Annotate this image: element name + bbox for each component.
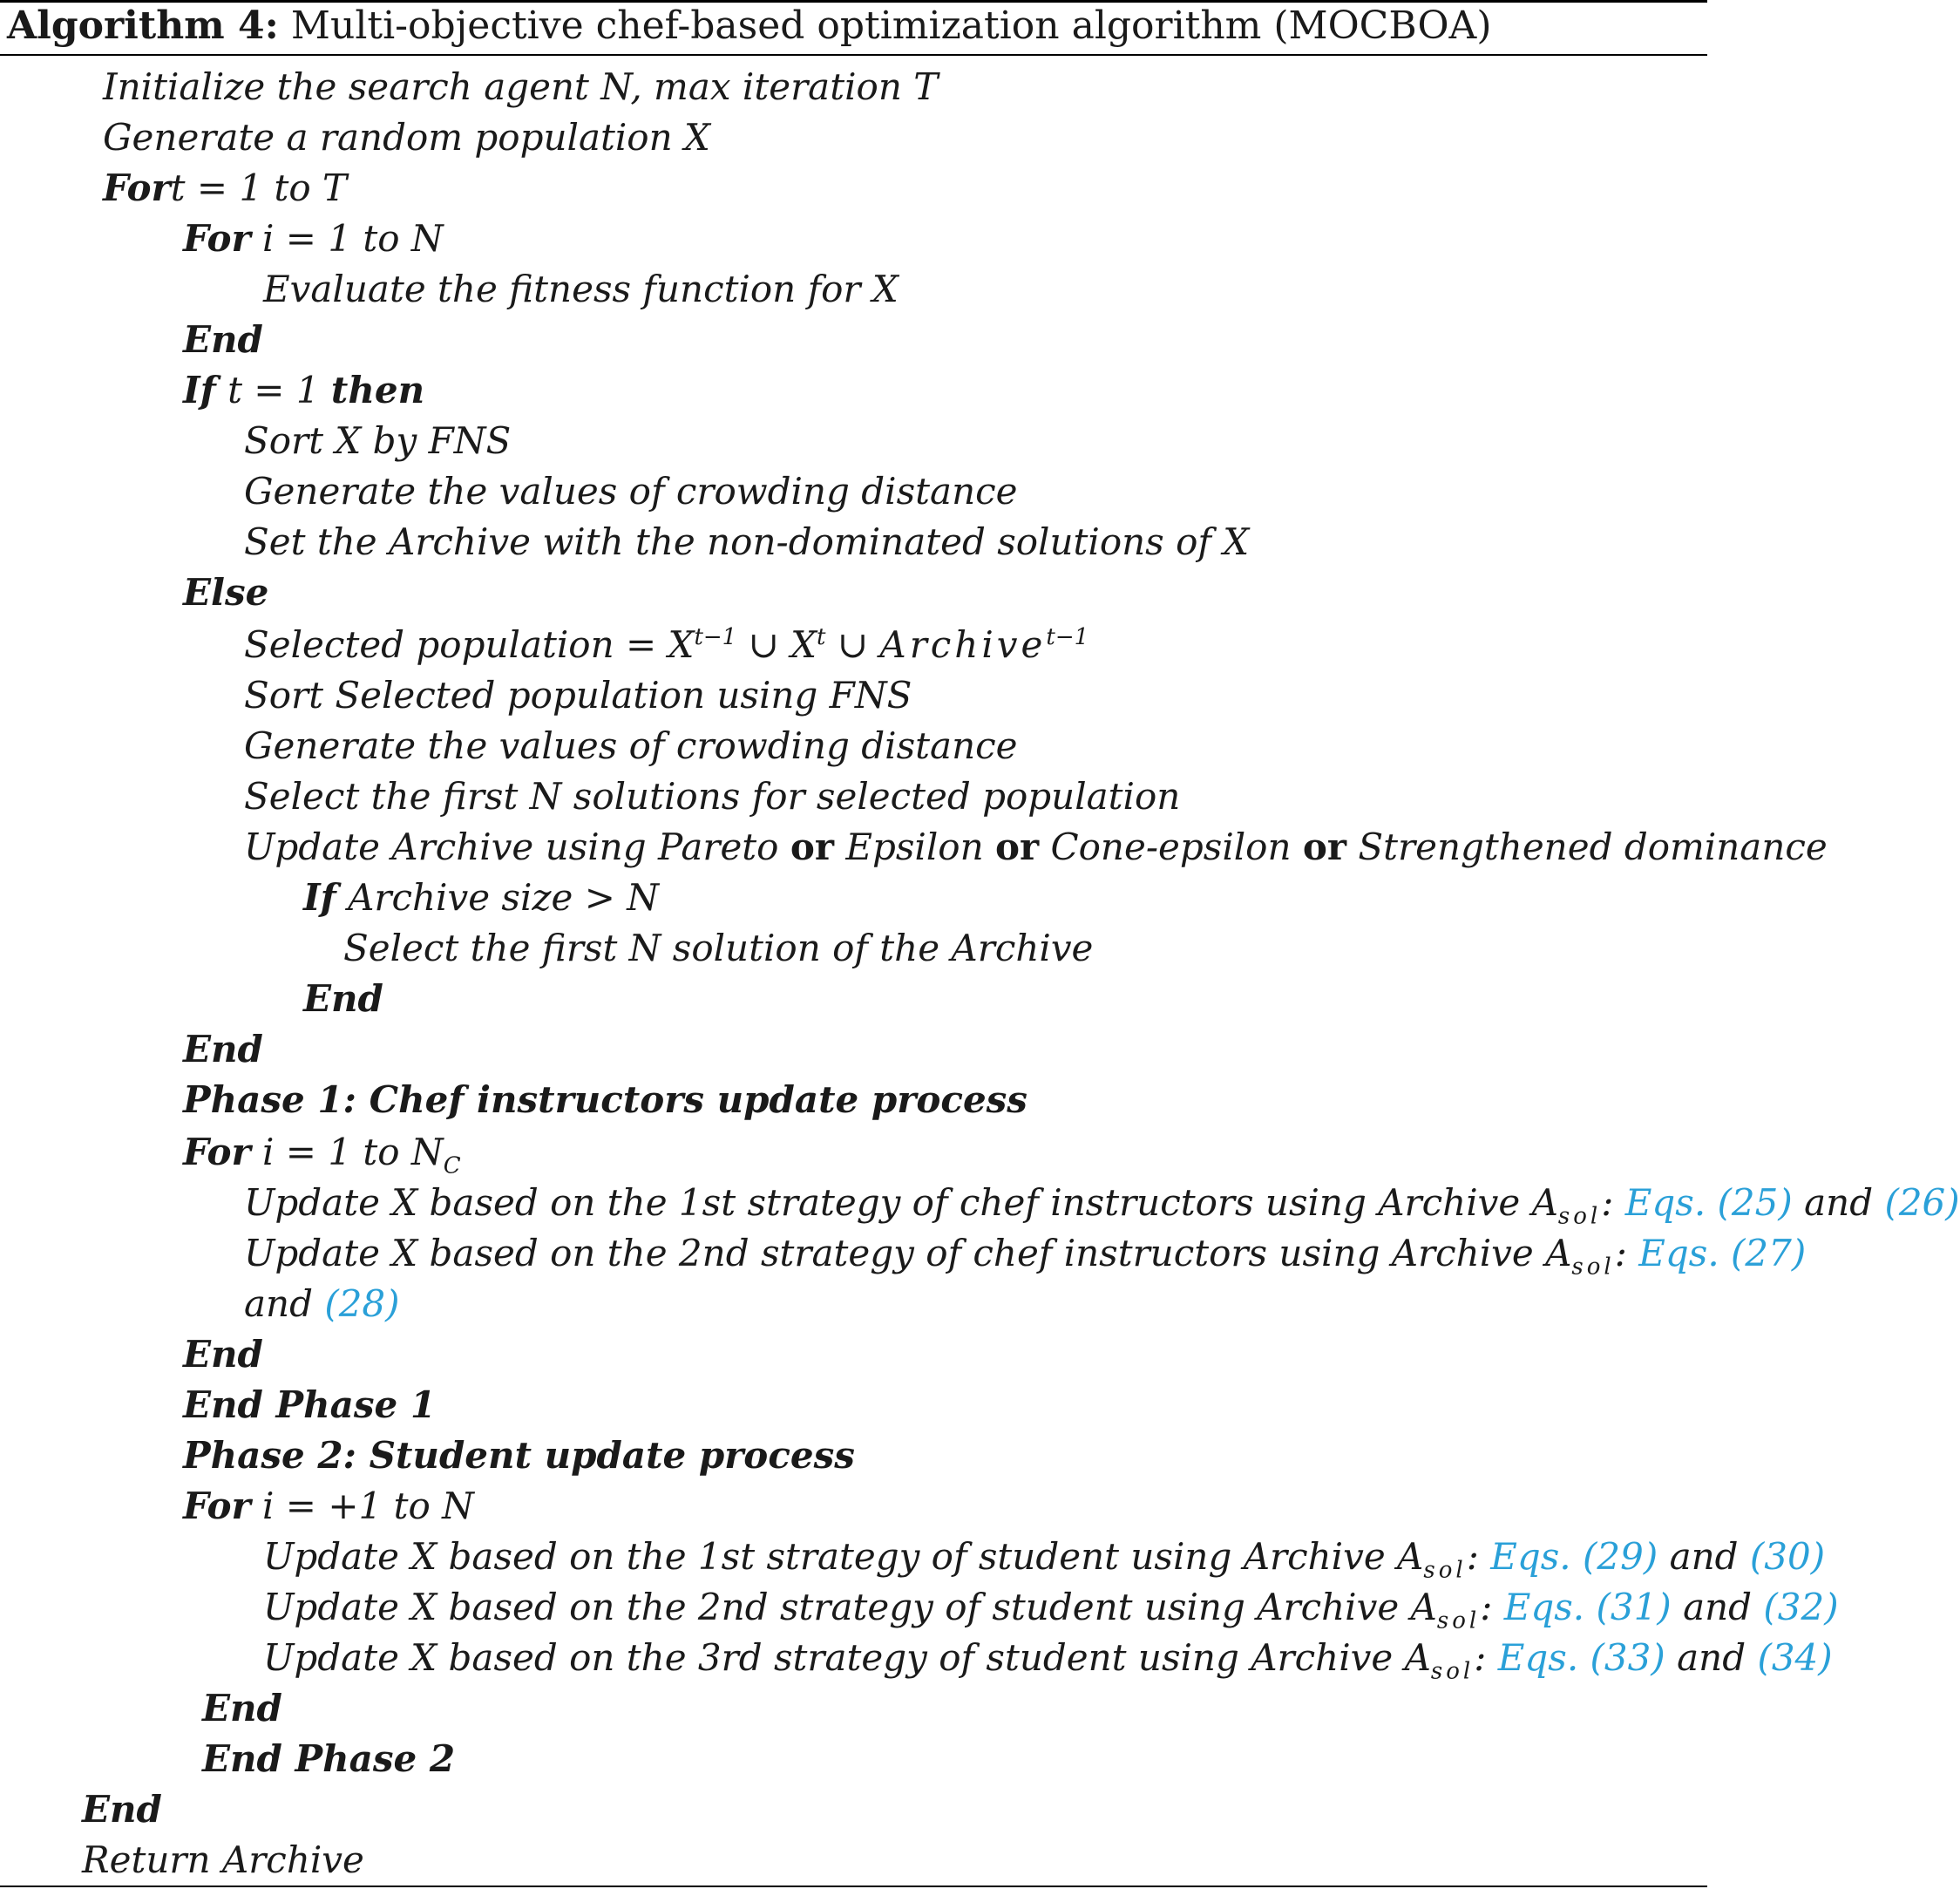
line-generate-population: Generate a random population X <box>103 116 710 159</box>
line-for-t: Fort = 1 to T <box>103 166 348 209</box>
line-end-student-loop: End <box>202 1687 282 1729</box>
algorithm-title: Multi-objective chef-based optimization algorithm (MOCBOA) <box>290 3 1492 48</box>
line-return-archive: Return Archive <box>82 1838 364 1881</box>
line-crowding-distance-2: Generate the values of crowding distance <box>244 724 1018 767</box>
line-chef-strategy-2: Update X based on the 2nd strategy of chef instructors using Archive $A_{sol}$: Eqs. (27) <box>244 1232 1807 1281</box>
keyword-for: For <box>103 166 171 209</box>
line-for-i-student: For i = +1 to N <box>183 1485 474 1527</box>
caption-rule <box>0 54 1707 56</box>
line-sort-selected: Sort Selected population using FNS <box>244 674 912 717</box>
equation-reference-link[interactable]: (26) <box>1884 1181 1960 1224</box>
line-end-phase-2: End Phase 2 <box>202 1737 456 1780</box>
equation-reference-link[interactable]: Eqs. (29) <box>1490 1535 1658 1578</box>
keyword-for: For <box>183 1131 251 1173</box>
equation-reference-link[interactable]: Eqs. (31) <box>1503 1586 1672 1628</box>
line-phase-1-title: Phase 1: Chef instructors update process <box>183 1078 1027 1121</box>
line-chef-strategy-1: Update X based on the 1st strategy of chef instructors using Archive $A_{sol}$: Eqs. (25) and (26) <box>244 1181 1960 1230</box>
equation-reference-link[interactable]: (28) <box>324 1282 400 1325</box>
line-end-phase-1: End Phase 1 <box>183 1383 437 1426</box>
equation-reference-link[interactable]: Eqs. (27) <box>1638 1232 1807 1274</box>
line-student-strategy-2: Update X based on the 2nd strategy of student using Archive $A_{sol}$: Eqs. (31) and (32) <box>263 1586 1839 1634</box>
line-phase-2-title: Phase 2: Student update process <box>183 1434 855 1477</box>
line-crowding-distance-1: Generate the values of crowding distance <box>244 470 1018 513</box>
keyword-for: For <box>183 1485 251 1527</box>
line-evaluate-fitness: Evaluate the fitness function for X <box>263 268 899 310</box>
line-chef-strategy-2-cont: and (28) <box>244 1282 400 1325</box>
line-for-i-chef: For i = 1 to $N_C$ <box>183 1131 461 1179</box>
equation-reference-link[interactable]: Eqs. (33) <box>1497 1636 1665 1679</box>
algorithm-caption <box>7 2 1492 51</box>
keyword-then: then <box>330 369 425 411</box>
line-select-first-n: Select the first N solutions for selected population <box>244 775 1181 818</box>
algorithm-label: Algorithm 4: <box>7 3 279 48</box>
line-end-fitness-loop: End <box>183 318 263 361</box>
keyword-if: If <box>183 369 216 411</box>
line-if-archive-size: If Archive size > N <box>303 876 660 919</box>
line-student-strategy-1: Update X based on the 1st strategy of student using Archive $A_{sol}$: Eqs. (29) and (30) <box>263 1535 1826 1584</box>
equation-reference-link[interactable]: (32) <box>1763 1586 1839 1628</box>
line-end-chef-loop: End <box>183 1333 263 1376</box>
line-update-archive: Update Archive using Pareto or Epsilon or Cone-epsilon or Strengthened dominance <box>244 826 1828 868</box>
line-else: Else <box>183 571 269 614</box>
line-if-first-iteration: If t = 1 then <box>183 369 425 411</box>
line-student-strategy-3: Update X based on the 3rd strategy of student using Archive $A_{sol}$: Eqs. (33) and (34) <box>263 1636 1833 1685</box>
equation-reference-link[interactable]: (34) <box>1757 1636 1833 1679</box>
equation-reference-link[interactable]: (30) <box>1749 1535 1826 1578</box>
line-end-main-loop: End <box>82 1788 162 1831</box>
line-initialize: Initialize the search agent N, max iteration T <box>103 65 939 108</box>
line-sort-fns: Sort X by FNS <box>244 419 512 462</box>
line-end-if-archive: End <box>303 977 383 1020</box>
line-set-archive: Set the Archive with the non-dominated solutions of X <box>244 520 1250 563</box>
keyword-if: If <box>303 876 336 919</box>
line-for-i-fitness: For i = 1 to N <box>183 217 444 260</box>
line-select-archive-n: Select the first N solution of the Archive <box>343 927 1094 969</box>
equation-reference-link[interactable]: Eqs. (25) <box>1624 1181 1793 1224</box>
keyword-for: For <box>183 217 251 260</box>
line-end-if-else: End <box>183 1028 263 1070</box>
line-selected-population: Selected population = $X^{t-1}$ ∪ $X^t$ ∪ Archive$^{t-1}$ <box>244 623 1089 666</box>
bottom-rule <box>0 1886 1707 1887</box>
